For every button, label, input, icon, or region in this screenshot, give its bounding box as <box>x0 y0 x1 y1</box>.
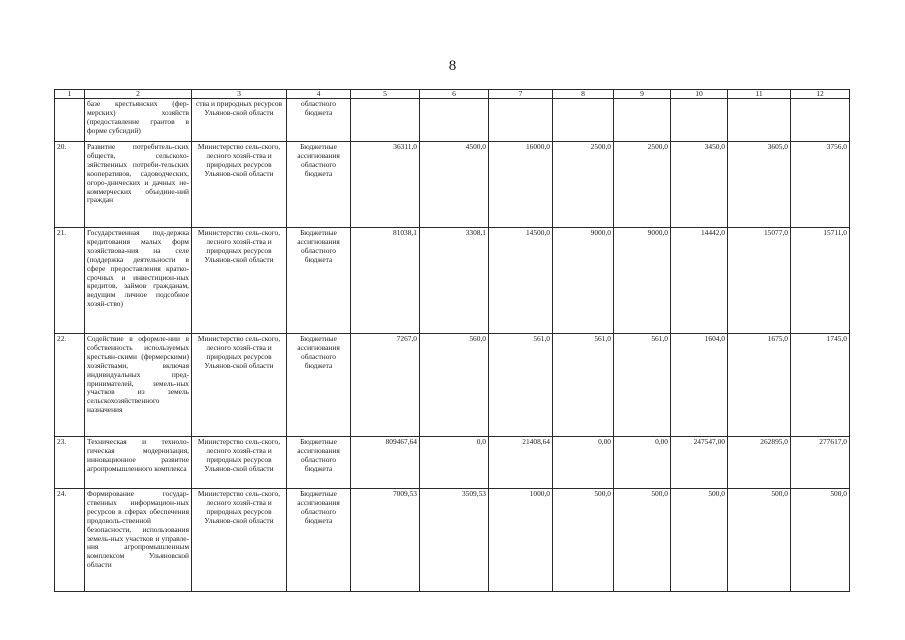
responsible-ministry-cell: Министерство сель-ского, лесного хозяй-ства и природных ресурсов Ульянов-ской области <box>192 489 287 592</box>
budget-table <box>54 89 850 592</box>
value-cell-col-10 <box>671 99 728 142</box>
value-cell-col-9: 2500,0 <box>614 142 671 228</box>
measure-name-cell: Государственная под-держка кредитования малых форм хозяйствова-ния на селе (поддержка деятельности в сфере предоставления кратко-срочных и инвестицион-ных кредитов, займов гражданам, ведущим личное подсобное хозяй-ство) <box>85 228 192 334</box>
funding-source-cell: Бюджетные ассигнования областного бюджета <box>287 334 351 437</box>
responsible-ministry-cell: ства и природных ресурсов Ульянов-ской области <box>192 99 287 142</box>
value-cell-col-8: 0,00 <box>553 437 614 489</box>
table-row-continuation <box>55 99 850 142</box>
measure-name-cell: Содействие в оформле-нии в собственность используемых крестьян-скими (фермерскими) хозяйствами, включая индивидуальных пред-принимателей, земель-ных участков из земель сельскохозяйственного назначения <box>85 334 192 437</box>
value-cell-col-6 <box>420 99 489 142</box>
funding-source-cell: Бюджетные ассигнования областного бюджета <box>287 489 351 592</box>
value-cell-col-10: 3450,0 <box>671 142 728 228</box>
value-cell-col-7: 14500,0 <box>489 228 553 334</box>
value-cell-col-6: 0,0 <box>420 437 489 489</box>
responsible-ministry-cell: Министерство сель-ского, лесного хозяй-ства и природных ресурсов Ульянов-ской области <box>192 437 287 489</box>
row-number-cell: 24. <box>55 489 85 592</box>
header-cell-12: 12 <box>791 90 850 99</box>
value-cell-col-11: 1675,0 <box>728 334 791 437</box>
value-cell-col-12: 500,0 <box>791 489 850 592</box>
value-cell-col-12 <box>791 99 850 142</box>
table-row-24 <box>55 489 850 592</box>
value-cell-col-5: 7009,53 <box>351 489 420 592</box>
row-number-cell: 22. <box>55 334 85 437</box>
row-number-cell <box>55 99 85 142</box>
table-row-22 <box>55 334 850 437</box>
value-cell-col-8 <box>553 99 614 142</box>
value-cell-col-12: 277617,0 <box>791 437 850 489</box>
value-cell-col-12: 3756,0 <box>791 142 850 228</box>
value-cell-col-5: 809467,64 <box>351 437 420 489</box>
table-row-20 <box>55 142 850 228</box>
value-cell-col-6: 4500,0 <box>420 142 489 228</box>
header-cell-4: 4 <box>287 90 351 99</box>
header-cell-8: 8 <box>553 90 614 99</box>
value-cell-col-8: 9000,0 <box>553 228 614 334</box>
table-row-21 <box>55 228 850 334</box>
value-cell-col-8: 2500,0 <box>553 142 614 228</box>
funding-source-cell: Бюджетные ассигнования областного бюджета <box>287 228 351 334</box>
header-cell-9: 9 <box>614 90 671 99</box>
value-cell-col-10: 500,0 <box>671 489 728 592</box>
row-number-cell: 23. <box>55 437 85 489</box>
value-cell-col-11: 15077,0 <box>728 228 791 334</box>
value-cell-col-12: 1745,0 <box>791 334 850 437</box>
value-cell-col-5: 36311,0 <box>351 142 420 228</box>
value-cell-col-10: 247547,00 <box>671 437 728 489</box>
page-number: 8 <box>448 58 457 74</box>
responsible-ministry-cell: Министерство сель-ского, лесного хозяй-ства и природных ресурсов Ульянов-ской области <box>192 334 287 437</box>
measure-name-cell: Развитие потребитель-ских обществ, сельскохо-зяйственных потреби-тельских кооперативов, садоводческих, огоро-днических и дачных не-коммерческих объедине-ний граждан <box>85 142 192 228</box>
value-cell-col-9 <box>614 99 671 142</box>
header-cell-3: 3 <box>192 90 287 99</box>
value-cell-col-7: 561,0 <box>489 334 553 437</box>
header-cell-7: 7 <box>489 90 553 99</box>
measure-name-cell: Техническая и техноло-гическая модернизация, инновационное развитие агропромышленного комплекса <box>85 437 192 489</box>
value-cell-col-6: 3308,1 <box>420 228 489 334</box>
value-cell-col-9: 500,0 <box>614 489 671 592</box>
funding-source-cell: Бюджетные ассигнования областного бюджета <box>287 437 351 489</box>
header-cell-11: 11 <box>728 90 791 99</box>
funding-source-cell: Бюджетные ассигнования областного бюджета <box>287 142 351 228</box>
value-cell-col-10: 14442,0 <box>671 228 728 334</box>
value-cell-col-6: 3509,53 <box>420 489 489 592</box>
value-cell-col-11: 500,0 <box>728 489 791 592</box>
header-cell-6: 6 <box>420 90 489 99</box>
responsible-ministry-cell: Министерство сель-ского, лесного хозяй-ства и природных ресурсов Ульянов-ской области <box>192 142 287 228</box>
responsible-ministry-cell: Министерство сель-ского, лесного хозяй-ства и природных ресурсов Ульянов-ской области <box>192 228 287 334</box>
value-cell-col-7: 21408,64 <box>489 437 553 489</box>
row-number-cell: 21. <box>55 228 85 334</box>
value-cell-col-11: 3605,0 <box>728 142 791 228</box>
value-cell-col-7: 1000,0 <box>489 489 553 592</box>
value-cell-col-5: 81038,1 <box>351 228 420 334</box>
header-cell-5: 5 <box>351 90 420 99</box>
value-cell-col-8: 500,0 <box>553 489 614 592</box>
value-cell-col-11: 262895,0 <box>728 437 791 489</box>
row-number-cell: 20. <box>55 142 85 228</box>
measure-name-cell: базе крестьянских (фер-мерских) хозяйств (предоставление грантов в форме субсидий) <box>85 99 192 142</box>
value-cell-col-10: 1604,0 <box>671 334 728 437</box>
funding-source-cell: областного бюджета <box>287 99 351 142</box>
header-row <box>55 90 850 99</box>
value-cell-col-9: 9000,0 <box>614 228 671 334</box>
value-cell-col-7: 16000,0 <box>489 142 553 228</box>
table-row-23 <box>55 437 850 489</box>
value-cell-col-11 <box>728 99 791 142</box>
value-cell-col-12: 15711,0 <box>791 228 850 334</box>
measure-name-cell: Формирование государ-ственных информацион-ных ресурсов в сферах обеспечения продоволь-ственной безопасности, использования земель-ных участков и управле-ния агропромышленным комплексом Ульяновской области <box>85 489 192 592</box>
value-cell-col-6: 560,0 <box>420 334 489 437</box>
header-cell-10: 10 <box>671 90 728 99</box>
value-cell-col-8: 561,0 <box>553 334 614 437</box>
value-cell-col-9: 561,0 <box>614 334 671 437</box>
value-cell-col-7 <box>489 99 553 142</box>
header-cell-2: 2 <box>85 90 192 99</box>
header-cell-1: 1 <box>55 90 85 99</box>
value-cell-col-5 <box>351 99 420 142</box>
value-cell-col-9: 0,00 <box>614 437 671 489</box>
value-cell-col-5: 7267,0 <box>351 334 420 437</box>
